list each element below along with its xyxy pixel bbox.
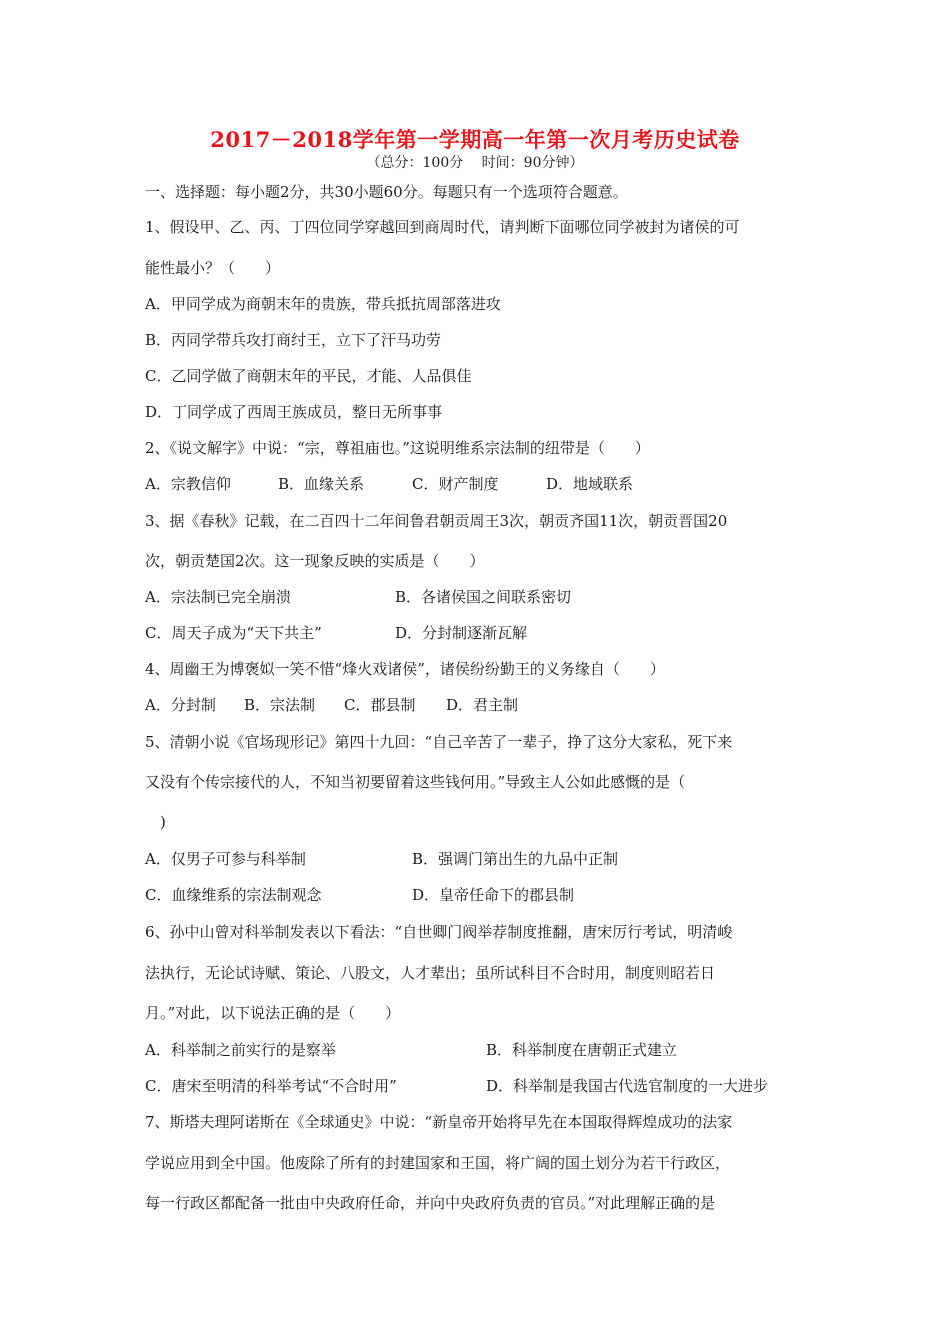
question-5-stem-line-2: 又没有个传宗接代的人，不知当初要留着这些钱何用。”导致主人公如此感慨的是（ (145, 773, 686, 791)
question-6-stem-line-2: 法执行，无论试诗赋、策论、八股文，人才辈出；虽所试科目不合时用，制度则昭若日 (145, 964, 716, 982)
question-7-stem-line-3: 每一行政区都配备一批由中央政府任命，并向中央政府负责的官员。”对此理解正确的是 (145, 1194, 716, 1212)
question-4-option-d: D．君主制 (446, 696, 519, 714)
question-2-option-a: A．宗教信仰 (145, 475, 231, 493)
question-5-option-b: B．强调门第出生的九品中正制 (412, 850, 619, 868)
question-7-stem-line-2: 学说应用到全中国。他废除了所有的封建国家和王国，将广阔的国土划分为若干行政区， (145, 1154, 731, 1172)
section-instructions: 一、选择题：每小题2分，共30小题60分。每题只有一个选项符合题意。 (145, 183, 628, 201)
question-5-option-d: D．皇帝任命下的郡县制 (412, 886, 575, 904)
exam-subtitle: （总分：100分 时间：90分钟） (366, 155, 584, 171)
question-2-option-d: D．地域联系 (546, 475, 634, 493)
question-3-stem-line-1: 3、据《春秋》记载，在二百四十二年间鲁君朝贡周王3次，朝贡齐国11次，朝贡晋国20 (145, 512, 728, 530)
question-6-option-d: D．科举制是我国古代选官制度的一大进步 (486, 1077, 769, 1095)
question-6-stem-line-3: 月。”对此，以下说法正确的是（ ） (145, 1004, 401, 1022)
exam-title: 2017－2018学年第一学期高一年第一次月考历史试卷 (210, 127, 740, 152)
question-1-option-a: A．甲同学成为商朝末年的贵族，带兵抵抗周部落进攻 (145, 295, 501, 313)
question-1-stem-line-2: 能性最小？（ ） (145, 259, 281, 277)
question-7-stem-line-1: 7、斯塔夫理阿诺斯在《全球通史》中说：“新皇帝开始将早先在本国取得辉煌成功的法家 (145, 1113, 733, 1131)
question-5-stem-line-3: ) (145, 813, 166, 831)
question-5-stem-line-1: 5、清朝小说《官场现形记》第四十九回：“自己辛苦了一辈子，挣了这分大家私，死下来 (145, 733, 733, 751)
question-6-stem-line-1: 6、孙中山曾对科举制发表以下看法：“自世卿门阀举荐制度推翻，唐宋厉行考试，明清峻 (145, 923, 733, 941)
question-3-option-c: C．周天子成为“天下共主” (145, 624, 322, 642)
question-4-option-a: A．分封制 (145, 696, 216, 714)
question-3-stem-line-2: 次，朝贡楚国2次。这一现象反映的实质是（ ） (145, 552, 485, 570)
question-2-option-b: B．血缘关系 (278, 475, 365, 493)
question-5-option-a: A．仅男子可参与科举制 (145, 850, 306, 868)
question-3-option-d: D．分封制逐渐瓦解 (395, 624, 528, 642)
question-1-option-c: C．乙同学做了商朝末年的平民，才能、人品俱佳 (145, 367, 472, 385)
question-2-option-c: C．财产制度 (412, 475, 499, 493)
question-5-option-c: C．血缘维系的宗法制观念 (145, 886, 322, 904)
question-4-option-b: B．宗法制 (244, 696, 316, 714)
question-3-option-a: A．宗法制已完全崩溃 (145, 588, 291, 606)
question-6-option-b: B．科举制度在唐朝正式建立 (486, 1041, 678, 1059)
question-4-option-c: C．郡县制 (344, 696, 416, 714)
question-3-option-b: B．各诸侯国之间联系密切 (395, 588, 572, 606)
question-6-option-a: A．科举制之前实行的是察举 (145, 1041, 336, 1059)
question-1-stem-line-1: 1、假设甲、乙、丙、丁四位同学穿越回到商周时代，请判断下面哪位同学被封为诸侯的可 (145, 218, 740, 236)
question-4-stem-line-1: 4、周幽王为博褒姒一笑不惜“烽火戏诸侯”，诸侯纷纷勤王的义务缘自（ ） (145, 660, 665, 678)
question-2-stem-line-1: 2、《说文解字》中说：“宗，尊祖庙也。”这说明维系宗法制的纽带是（ ） (145, 439, 650, 457)
question-6-option-c: C．唐宋至明清的科举考试“不合时用” (145, 1077, 397, 1095)
question-1-option-d: D．丁同学成了西周王族成员，整日无所事事 (145, 403, 443, 421)
question-1-option-b: B．丙同学带兵攻打商纣王，立下了汗马功劳 (145, 331, 442, 349)
